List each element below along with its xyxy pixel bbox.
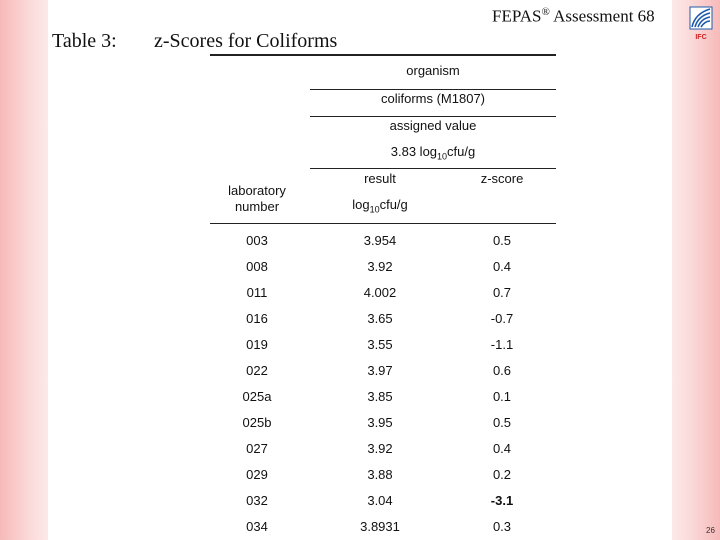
- result-unit-rest: cfu/g: [379, 197, 408, 212]
- row-lab: 029: [246, 467, 268, 482]
- row-result: 3.8931: [360, 519, 400, 534]
- row-zscore: -3.1: [490, 493, 514, 508]
- table-number: Table 3:: [52, 30, 117, 52]
- row-lab: 025b: [242, 415, 272, 430]
- result-header: result: [364, 171, 396, 186]
- result-unit-log: log: [352, 197, 370, 212]
- lab-header-line2: number: [234, 199, 280, 214]
- ifc-logo-graphic: [686, 6, 716, 42]
- result-unit: [330, 197, 430, 215]
- left-decorative-panel: [0, 0, 48, 540]
- organism-value-rule: [310, 116, 556, 117]
- row-result: 3.92: [367, 259, 393, 274]
- assigned-subscript: 10: [437, 151, 448, 162]
- row-result: 3.65: [367, 311, 393, 326]
- row-zscore: 0.2: [492, 467, 512, 482]
- ifc-logo: [686, 6, 716, 42]
- table-top-rule: [210, 54, 556, 56]
- row-lab: 003: [246, 233, 268, 248]
- row-result: 3.85: [367, 389, 393, 404]
- assigned-value-label: assigned value: [389, 118, 477, 133]
- right-decorative-panel: [672, 0, 720, 540]
- row-zscore: 0.5: [492, 233, 512, 248]
- organism-rule: [310, 89, 556, 90]
- row-zscore: 0.1: [492, 389, 512, 404]
- logo-text: IFC: [695, 34, 707, 41]
- row-result: 3.97: [367, 363, 393, 378]
- assessment-suffix: Assessment 68: [549, 6, 655, 26]
- row-result: 3.95: [367, 415, 393, 430]
- row-lab: 016: [246, 311, 268, 326]
- row-result: 3.88: [367, 467, 393, 482]
- row-zscore: 0.4: [492, 259, 512, 274]
- row-zscore: -1.1: [490, 337, 514, 352]
- page-number: 26: [706, 526, 715, 535]
- assigned-unit: cfu/g: [447, 144, 476, 159]
- row-result: 3.954: [363, 233, 397, 248]
- row-result: 3.04: [367, 493, 393, 508]
- registered-mark: ®: [541, 6, 550, 18]
- row-result: 4.002: [363, 285, 397, 300]
- row-zscore: 0.3: [492, 519, 512, 534]
- table-caption: z-Scores for Coliforms: [154, 30, 338, 52]
- row-zscore: 0.6: [492, 363, 512, 378]
- result-unit-subscript: 10: [369, 204, 380, 215]
- row-lab: 019: [246, 337, 268, 352]
- row-zscore: -0.7: [490, 311, 514, 326]
- row-lab: 025a: [242, 389, 272, 404]
- row-lab: 011: [246, 285, 268, 300]
- row-lab: 027: [246, 441, 268, 456]
- row-lab: 008: [246, 259, 268, 274]
- row-lab: 032: [246, 493, 268, 508]
- organism-value: coliforms (M1807): [380, 91, 486, 106]
- row-result: 3.92: [367, 441, 393, 456]
- assigned-value-rule: [310, 168, 556, 169]
- row-lab: 034: [246, 519, 268, 534]
- zscore-header: z-score: [480, 171, 524, 186]
- row-zscore: 0.4: [492, 441, 512, 456]
- assigned-value: [310, 144, 556, 162]
- row-zscore: 0.7: [492, 285, 512, 300]
- lab-header-line1: laboratory: [228, 183, 286, 198]
- row-zscore: 0.5: [492, 415, 512, 430]
- assessment-prefix: FEPAS: [492, 6, 542, 26]
- assigned-value-header: [310, 118, 556, 133]
- assigned-number: 3.83 log: [390, 144, 438, 159]
- organism-header: organism: [406, 63, 460, 78]
- header-bottom-rule: [210, 223, 556, 224]
- assessment-title: [492, 6, 655, 27]
- row-lab: 022: [246, 363, 268, 378]
- row-result: 3.55: [367, 337, 393, 352]
